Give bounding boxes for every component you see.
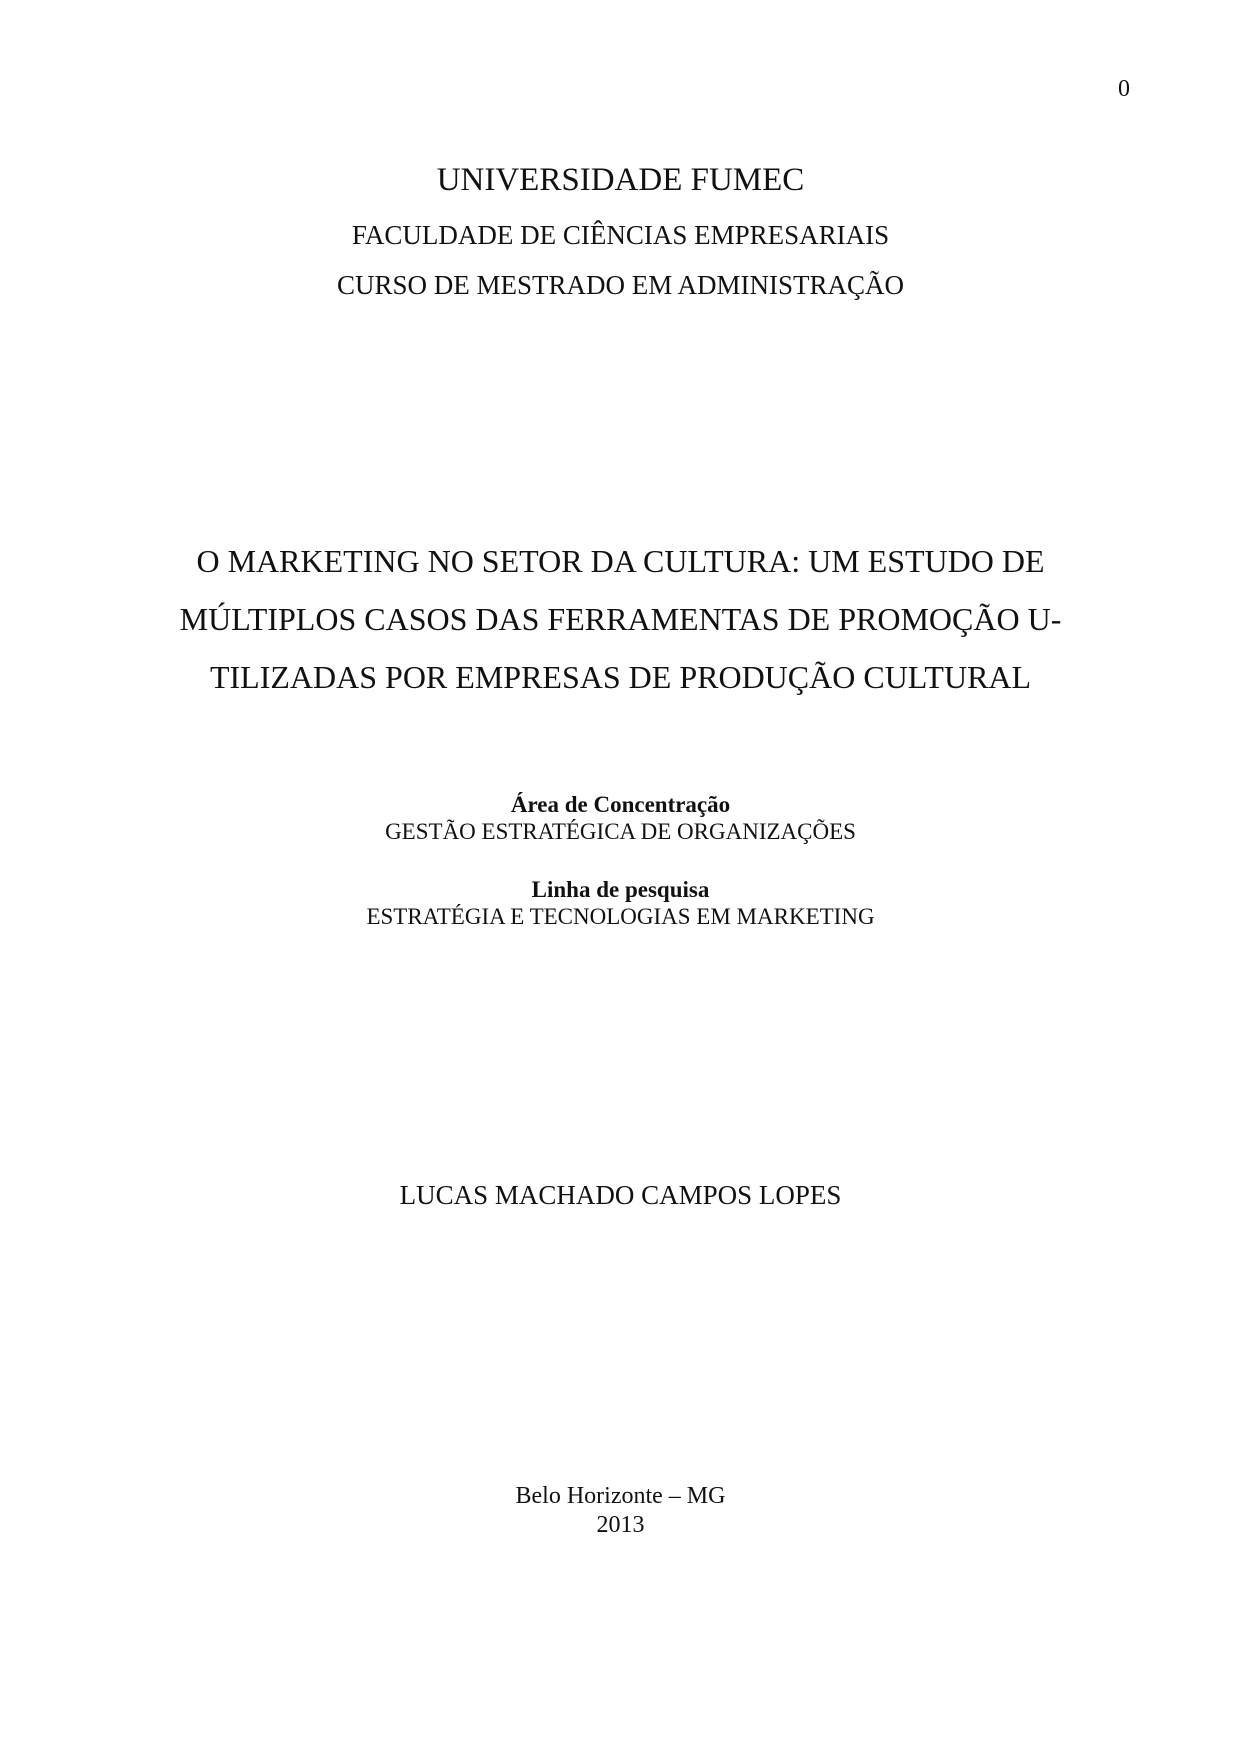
thesis-title-line-3: TILIZADAS POR EMPRESAS DE PRODUÇÃO CULTURAL <box>209 659 1032 695</box>
concentration-area-heading: Área de Concentração <box>510 792 731 817</box>
research-line-value: ESTRATÉGIA E TECNOLOGIAS EM MARKETING <box>366 904 875 929</box>
research-line-heading: Linha de pesquisa <box>531 877 710 902</box>
publication-year: 2013 <box>596 1512 645 1538</box>
page-number: 0 <box>1118 76 1130 102</box>
thesis-title-line-2: MÚLTIPLOS CASOS DAS FERRAMENTAS DE PROMOÇÃO U- <box>179 601 1062 637</box>
city-state: Belo Horizonte – MG <box>515 1483 726 1509</box>
faculty-name: FACULDADE DE CIÊNCIAS EMPRESARIAIS <box>351 220 890 250</box>
course-name: CURSO DE MESTRADO EM ADMINISTRAÇÃO <box>336 270 905 300</box>
author-name: LUCAS MACHADO CAMPOS LOPES <box>399 1180 842 1210</box>
thesis-title <box>0 532 1241 706</box>
thesis-title-line-1: O MARKETING NO SETOR DA CULTURA: UM ESTUDO DE <box>196 543 1045 579</box>
concentration-area-value: GESTÃO ESTRATÉGICA DE ORGANIZAÇÕES <box>385 819 856 844</box>
university-name: UNIVERSIDADE FUMEC <box>436 162 805 198</box>
